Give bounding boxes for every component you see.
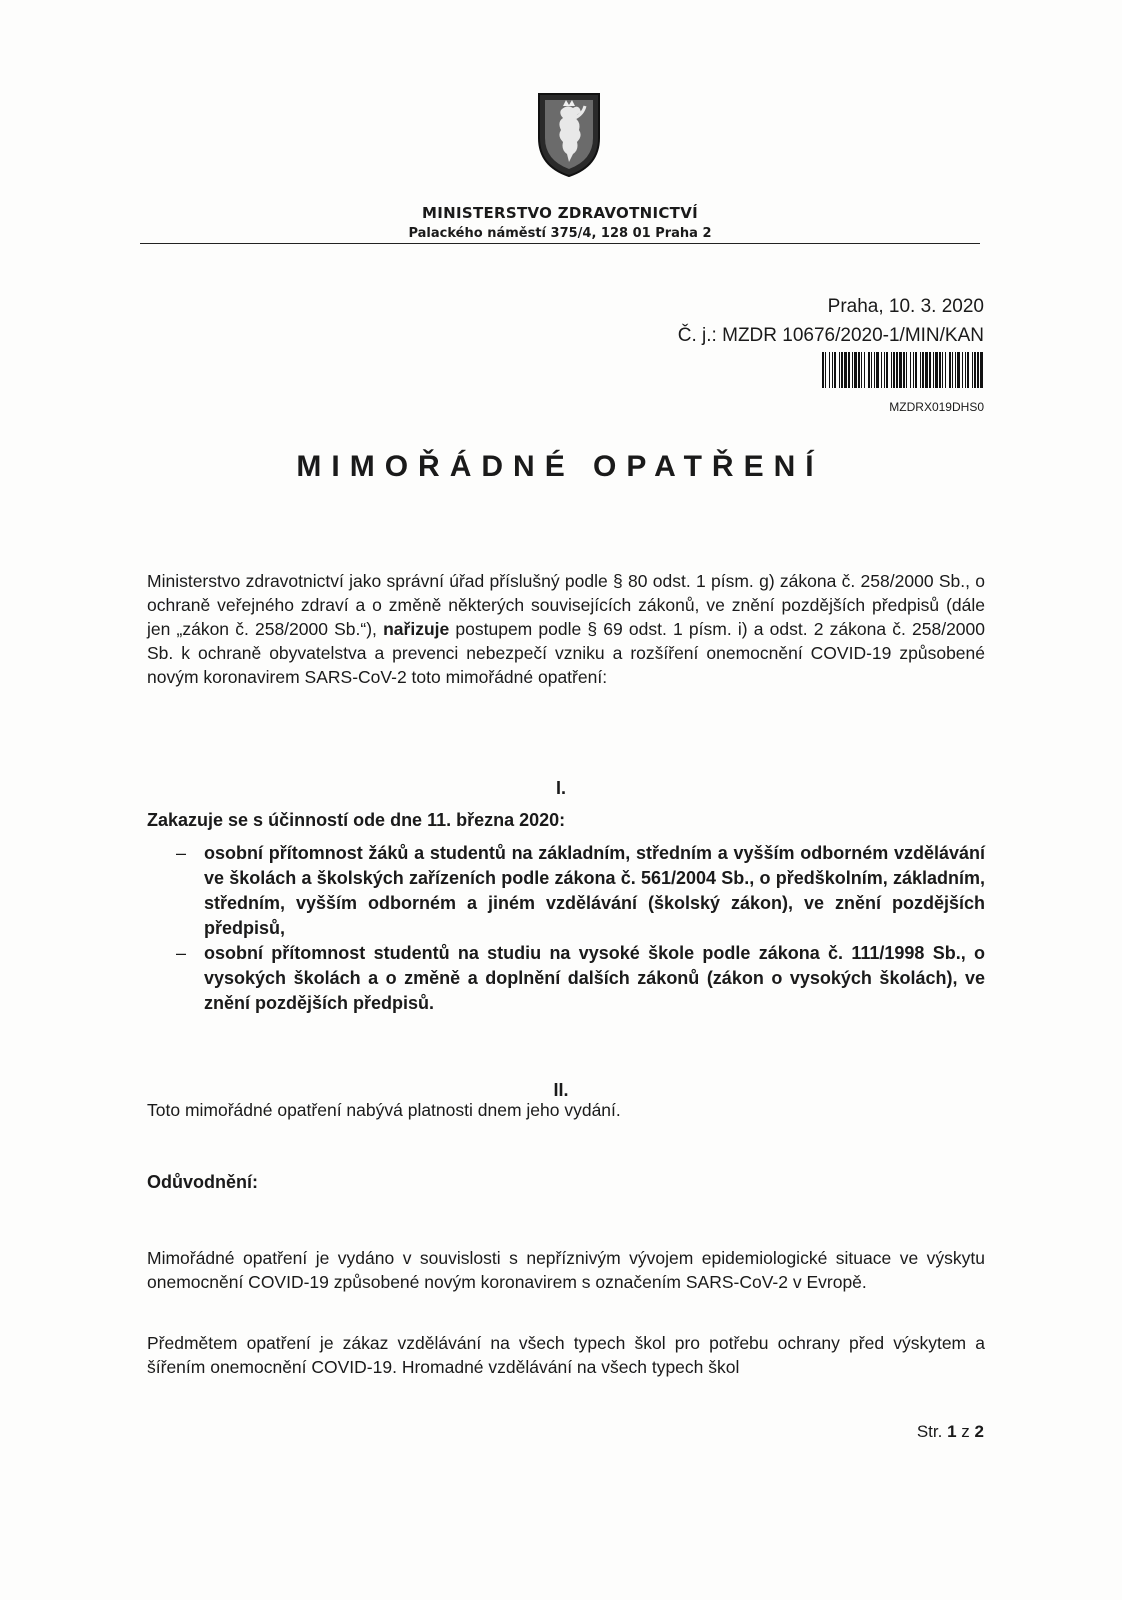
barcode-bar bbox=[965, 352, 966, 388]
barcode-bar bbox=[906, 352, 907, 388]
barcode-bar bbox=[881, 352, 882, 388]
reasons-text-2: Předmětem opatření je zákaz vzdělávání na všech typech škol pro potřebu ochrany před výskytem a šířením onemocnění COVID-19. Hromadné vzdělávání na všech typech škol bbox=[147, 1333, 985, 1377]
barcode-bar bbox=[876, 352, 879, 388]
barcode-bar bbox=[834, 352, 836, 388]
page-number bbox=[917, 1422, 984, 1442]
list-dash: – bbox=[176, 943, 187, 963]
barcode-bar bbox=[915, 352, 917, 388]
barcode-bar bbox=[886, 352, 888, 388]
barcode-bar bbox=[858, 352, 860, 388]
barcode-bar bbox=[925, 352, 928, 388]
page-separator: z bbox=[961, 1422, 970, 1441]
barcode-bar bbox=[922, 352, 924, 388]
intro-text-2: postupem podle § 69 odst. 1 písm. i) a odst. 2 zákona č. 258/2000 Sb. k ochraně obyvatelstva a prevenci nebezpečí vzniku a rozšíření onemocnění COVID-19 způsobené novým koronavirem SARS-CoV-2 toto mimořádné opatření: bbox=[147, 619, 985, 687]
coat-of-arms-icon bbox=[537, 92, 601, 178]
section-2-text: Toto mimořádné opatření nabývá platnosti dnem jeho vydání. bbox=[147, 1100, 621, 1120]
barcode-bar bbox=[896, 352, 898, 388]
header-divider bbox=[140, 243, 980, 244]
list-dash: – bbox=[176, 843, 187, 863]
barcode-bar bbox=[852, 352, 853, 388]
barcode-bar bbox=[874, 352, 875, 388]
barcode-bar bbox=[829, 352, 830, 388]
barcode-bar bbox=[935, 352, 938, 388]
barcode-bar bbox=[893, 352, 895, 388]
page-total: 2 bbox=[974, 1422, 984, 1441]
barcode-bar bbox=[861, 352, 862, 388]
section-2-number: II. bbox=[553, 1080, 569, 1100]
barcode-bar bbox=[903, 352, 905, 388]
barcode-bar bbox=[899, 352, 902, 388]
barcode-bar bbox=[868, 352, 870, 388]
barcode-icon bbox=[822, 352, 985, 388]
barcode-bar bbox=[844, 352, 847, 388]
prohibition-list bbox=[176, 841, 985, 1016]
reference-number: Č. j.: MZDR 10676/2020-1/MIN/KAN bbox=[677, 325, 984, 346]
barcode-bar bbox=[972, 352, 973, 388]
barcode-bar bbox=[977, 352, 979, 388]
list-item-text: osobní přítomnost žáků a studentů na základním, středním a vyšším odborném vzdělávání ve školách a školských zařízeních podle zákona č. 561/2004 Sb., o předškolním, základním, středním, vyšším odborném a jiném vzdělávání (školský zákon), ve znění pozdějších předpisů, bbox=[204, 843, 985, 938]
page-current: 1 bbox=[947, 1422, 957, 1441]
barcode-text: MZDRX019DHS0 bbox=[889, 400, 984, 414]
barcode-bar bbox=[962, 352, 963, 388]
barcode-bar bbox=[822, 352, 824, 388]
barcode-bar bbox=[871, 352, 872, 388]
reasons-paragraph-1 bbox=[147, 1246, 985, 1294]
reasons-heading: Odůvodnění: bbox=[147, 1172, 258, 1192]
barcode-bar bbox=[957, 352, 960, 388]
place-date: Praha, 10. 3. 2020 bbox=[827, 296, 984, 317]
barcode-bar bbox=[939, 352, 941, 388]
barcode-bar bbox=[945, 352, 946, 388]
list-item-text: osobní přítomnost studentů na studiu na vysoké škole podle zákona č. 111/1998 Sb., o vysokých školách a o změně a doplnění dalších zákonů (zákon o vysokých školách), ve znění pozdějších předpisů. bbox=[204, 943, 985, 1013]
barcode-bar bbox=[929, 352, 931, 388]
barcode-bar bbox=[891, 352, 892, 388]
barcode-bar bbox=[848, 352, 850, 388]
ministry-address: Palackého náměstí 375/4, 128 01 Praha 2 bbox=[408, 226, 712, 241]
reasons-text-1: Mimořádné opatření je vydáno v souvislosti s nepříznivým vývojem epidemiologické situace ve výskytu onemocnění COVID-19 způsobené novým koronavirem s označením SARS-CoV-2 v Evropě. bbox=[147, 1248, 985, 1292]
page-prefix: Str. bbox=[916, 1422, 943, 1441]
intro-text-1: Ministerstvo zdravotnictví jako správní úřad příslušný podle § 80 odst. 1 písm. g) zákona č. 258/2000 Sb., o ochraně veřejného zdraví a o změně některých souvisejících zákonů, ve znění pozdějších předpisů (dále jen „zákon č. 258/2000 Sb.“), bbox=[147, 571, 985, 639]
ministry-name: MINISTERSTVO ZDRAVOTNICTVÍ bbox=[422, 204, 698, 222]
document-title: MIMOŘÁDNÉ OPATŘENÍ bbox=[296, 450, 824, 483]
barcode-bar bbox=[825, 352, 826, 388]
barcode-bar bbox=[884, 352, 885, 388]
intro-bold: nařizuje bbox=[383, 619, 450, 639]
barcode-bar bbox=[933, 352, 934, 388]
barcode-bar bbox=[841, 352, 843, 388]
barcode-bar bbox=[832, 352, 833, 388]
barcode-bar bbox=[920, 352, 921, 388]
barcode-bar bbox=[967, 352, 969, 388]
barcode-bar bbox=[910, 352, 911, 388]
list-item bbox=[176, 841, 985, 941]
barcode-bar bbox=[974, 352, 976, 388]
barcode-bar bbox=[864, 352, 865, 388]
barcode-bar bbox=[839, 352, 840, 388]
barcode-bar bbox=[955, 352, 956, 388]
barcode-bar bbox=[952, 352, 953, 388]
section-1-number: I. bbox=[555, 778, 566, 798]
barcode-bar bbox=[854, 352, 857, 388]
barcode-bar bbox=[942, 352, 943, 388]
section-1-heading: Zakazuje se s účinností ode dne 11. března 2020: bbox=[147, 810, 566, 830]
list-item bbox=[176, 941, 985, 1016]
reasons-paragraph-2 bbox=[147, 1331, 985, 1379]
barcode-bar bbox=[980, 352, 983, 388]
barcode-bar bbox=[949, 352, 951, 388]
intro-paragraph bbox=[147, 569, 985, 689]
barcode-bar bbox=[913, 352, 914, 388]
